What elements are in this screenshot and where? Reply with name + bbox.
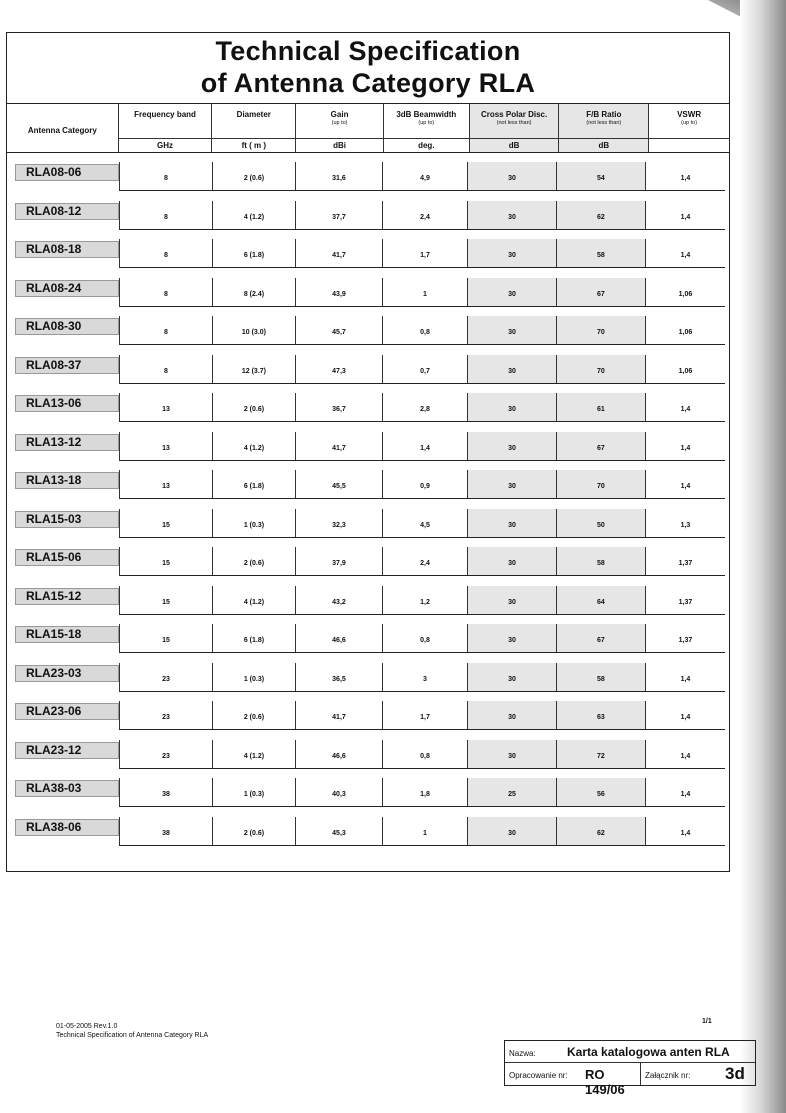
header-cell xyxy=(212,104,296,152)
antenna-model-label: RLA38-06 xyxy=(15,819,119,836)
header-label xyxy=(119,110,212,119)
cell-freq: 23 xyxy=(120,663,213,691)
cell-freq: 23 xyxy=(120,701,213,729)
antenna-model-label: RLA08-24 xyxy=(15,280,119,297)
cell-xpd: 30 xyxy=(468,586,557,614)
page-number: 1/1 xyxy=(702,1018,712,1025)
cell-gain: 41,7 xyxy=(296,701,383,729)
cell-xpd: 30 xyxy=(468,316,557,344)
antenna-model-label: RLA23-12 xyxy=(15,742,119,759)
row-values xyxy=(119,162,725,191)
table-row xyxy=(7,429,729,468)
cell-diam: 12 (3.7) xyxy=(213,355,296,383)
header-unit: GHz xyxy=(119,138,212,152)
cell-bw: 2,4 xyxy=(383,201,468,229)
header-label xyxy=(296,110,383,128)
cell-freq: 15 xyxy=(120,547,213,575)
cell-bw: 1,7 xyxy=(383,239,468,267)
cell-vswr: 1,37 xyxy=(678,560,693,567)
table-row xyxy=(7,775,729,814)
cell-bw: 0,8 xyxy=(383,624,468,652)
header-label xyxy=(649,110,729,128)
row-values xyxy=(119,509,725,538)
row-values xyxy=(119,740,725,769)
stamp-prep-value: RO 149/06 xyxy=(585,1067,625,1097)
header-unit: dB xyxy=(470,138,559,152)
header-cell xyxy=(649,104,729,152)
cell-freq: 38 xyxy=(120,778,213,806)
cell-vswr: 1,4 xyxy=(680,752,691,760)
header-label xyxy=(470,110,559,128)
footer-rev-text: 01-05-2005 Rev.1.0 xyxy=(56,1023,118,1030)
antenna-model-label: RLA23-06 xyxy=(15,703,119,720)
cell-xpd: 30 xyxy=(468,663,557,691)
cell-vswr: 1,37 xyxy=(678,598,693,606)
table-row xyxy=(7,313,729,352)
cell-gain: 41,7 xyxy=(296,432,383,460)
antenna-model-label: RLA08-18 xyxy=(15,241,119,258)
cell-diam: 1 (0.3) xyxy=(213,778,296,806)
cell-gain: 43,2 xyxy=(296,586,383,614)
cell-fb: 58 xyxy=(557,239,646,267)
table-row xyxy=(7,698,729,737)
cell-diam: 2 (0.6) xyxy=(213,547,296,575)
cell-xpd: 25 xyxy=(468,778,557,806)
page-title xyxy=(7,33,729,105)
cell-freq: 8 xyxy=(120,162,213,190)
cell-bw: 1 xyxy=(383,278,468,306)
cell-xpd: 30 xyxy=(468,239,557,267)
cell-vswr: 1,4 xyxy=(680,675,691,683)
table-row xyxy=(7,814,729,853)
cell-fb: 67 xyxy=(557,624,646,652)
row-values xyxy=(119,201,725,230)
cell-xpd: 30 xyxy=(468,740,557,768)
cell-fb: 67 xyxy=(557,432,646,460)
table-header xyxy=(7,103,729,153)
header-sublabel: (up to) xyxy=(331,120,348,126)
cell-vswr: 1,4 xyxy=(680,213,691,221)
cell-diam: 6 (1.8) xyxy=(213,239,296,267)
antenna-model-label: RLA15-06 xyxy=(15,549,119,566)
cell-gain: 37,9 xyxy=(296,547,383,575)
cell-vswr: 1,37 xyxy=(678,637,693,644)
table-row xyxy=(7,737,729,776)
header-unit: deg. xyxy=(384,138,469,152)
cell-fb: 54 xyxy=(557,162,646,190)
stamp-prep-label: Opracowanie nr: xyxy=(509,1071,568,1080)
cell-bw: 2,8 xyxy=(383,393,468,421)
cell-diam: 8 (2.4) xyxy=(213,278,296,306)
cell-vswr: 1,06 xyxy=(678,367,693,375)
row-values xyxy=(119,624,725,653)
cell-freq: 23 xyxy=(120,740,213,768)
header-sublabel: (up to) xyxy=(418,120,435,126)
cell-vswr: 1,4 xyxy=(680,175,691,182)
table-row xyxy=(7,660,729,699)
cell-freq: 13 xyxy=(120,470,213,498)
spec-table-sheet xyxy=(6,32,730,872)
table-row xyxy=(7,236,729,275)
antenna-model-label: RLA23-03 xyxy=(15,665,119,682)
cell-diam: 1 (0.3) xyxy=(213,509,296,537)
cell-xpd: 30 xyxy=(468,547,557,575)
cell-vswr: 1,4 xyxy=(680,406,691,413)
header-sublabel: (not less than) xyxy=(496,120,532,126)
cell-fb: 58 xyxy=(557,547,646,575)
cell-bw: 4,5 xyxy=(383,509,468,537)
table-row xyxy=(7,390,729,429)
header-cell xyxy=(296,104,384,152)
header-label-text: Gain xyxy=(330,110,349,119)
header-label-text: Cross Polar Disc. xyxy=(480,110,548,119)
cell-freq: 8 xyxy=(120,278,213,306)
header-label xyxy=(559,110,648,128)
cell-freq: 8 xyxy=(120,355,213,383)
cell-xpd: 30 xyxy=(468,624,557,652)
stamp-name-label: Nazwa: xyxy=(509,1049,536,1058)
cell-bw: 1,7 xyxy=(383,701,468,729)
cell-fb: 67 xyxy=(557,278,646,306)
cell-gain: 40,3 xyxy=(296,778,383,806)
cell-vswr: 1,06 xyxy=(678,290,693,298)
cell-xpd: 30 xyxy=(468,432,557,460)
cell-freq: 15 xyxy=(120,509,213,537)
stamp-attachment-label: Załącznik nr: xyxy=(645,1071,691,1080)
cell-xpd: 30 xyxy=(468,509,557,537)
table-row xyxy=(7,198,729,237)
table-row xyxy=(7,583,729,622)
cell-fb: 62 xyxy=(557,817,646,845)
antenna-model-label: RLA15-18 xyxy=(15,626,119,643)
row-values xyxy=(119,239,725,268)
header-unit: dBi xyxy=(296,138,383,152)
table-row xyxy=(7,621,729,660)
header-label-text: F/B Ratio xyxy=(586,110,622,119)
table-body xyxy=(7,159,729,852)
row-values xyxy=(119,393,725,422)
cell-fb: 56 xyxy=(557,778,646,806)
cell-bw: 0,8 xyxy=(383,740,468,768)
header-cell xyxy=(384,104,470,152)
cell-vswr: 1,4 xyxy=(680,791,691,798)
cell-gain: 32,3 xyxy=(296,509,383,537)
cell-bw: 1,4 xyxy=(383,432,468,460)
cell-vswr: 1,4 xyxy=(680,829,691,837)
title-line-2: of Antenna Category RLA xyxy=(200,68,536,98)
cell-vswr: 1,4 xyxy=(680,252,691,259)
row-values xyxy=(119,586,725,615)
stamp-attachment-value: 3d xyxy=(725,1064,745,1083)
cell-gain: 31,6 xyxy=(296,162,383,190)
header-label-text: Frequency band xyxy=(134,110,196,119)
header-sublabel: (up to) xyxy=(681,120,698,126)
cell-diam: 2 (0.6) xyxy=(213,817,296,845)
title-line-1: Technical Specification xyxy=(215,36,521,66)
antenna-model-label: RLA15-12 xyxy=(15,588,119,605)
antenna-model-label: RLA08-37 xyxy=(15,357,119,374)
header-cell xyxy=(559,104,649,152)
cell-freq: 8 xyxy=(120,201,213,229)
cell-diam: 6 (1.8) xyxy=(213,470,296,498)
cell-gain: 45,3 xyxy=(296,817,383,845)
header-cell xyxy=(119,104,213,152)
cell-bw: 1,8 xyxy=(383,778,468,806)
cell-gain: 46,6 xyxy=(296,740,383,768)
cell-fb: 61 xyxy=(557,393,646,421)
header-unit xyxy=(649,138,729,152)
header-label-text: VSWR xyxy=(677,110,702,119)
header-cell xyxy=(470,104,560,152)
cell-xpd: 30 xyxy=(468,393,557,421)
cell-gain: 43,9 xyxy=(296,278,383,306)
cell-diam: 2 (0.6) xyxy=(213,701,296,729)
table-row xyxy=(7,275,729,314)
antenna-model-label: RLA13-06 xyxy=(15,395,119,412)
row-values xyxy=(119,278,725,307)
cell-gain: 41,7 xyxy=(296,239,383,267)
cell-fb: 58 xyxy=(557,663,646,691)
cell-xpd: 30 xyxy=(468,701,557,729)
cell-gain: 47,3 xyxy=(296,355,383,383)
row-values xyxy=(119,778,725,807)
row-values xyxy=(119,547,725,576)
header-cell xyxy=(7,104,119,152)
cell-freq: 15 xyxy=(120,624,213,652)
cell-bw: 2,4 xyxy=(383,547,468,575)
cell-vswr: 1,3 xyxy=(680,521,691,529)
row-values xyxy=(119,817,725,846)
cell-bw: 0,9 xyxy=(383,470,468,498)
antenna-model-label: RLA15-03 xyxy=(15,511,119,528)
cell-gain: 37,7 xyxy=(296,201,383,229)
cell-xpd: 30 xyxy=(468,278,557,306)
row-values xyxy=(119,663,725,692)
antenna-model-label: RLA13-12 xyxy=(15,434,119,451)
table-row xyxy=(7,352,729,391)
cell-diam: 4 (1.2) xyxy=(213,740,296,768)
antenna-model-label: RLA38-03 xyxy=(15,780,119,797)
table-row xyxy=(7,544,729,583)
antenna-model-label: RLA08-12 xyxy=(15,203,119,220)
header-label-text: Diameter xyxy=(236,110,271,119)
cell-xpd: 30 xyxy=(468,355,557,383)
cell-fb: 72 xyxy=(557,740,646,768)
cell-bw: 0,7 xyxy=(383,355,468,383)
cell-vswr: 1,4 xyxy=(680,444,691,452)
cell-fb: 70 xyxy=(557,316,646,344)
cell-bw: 4,9 xyxy=(383,162,468,190)
cell-xpd: 30 xyxy=(468,817,557,845)
header-label-text: 3dB Beamwidth xyxy=(396,110,457,119)
cell-freq: 13 xyxy=(120,393,213,421)
cell-freq: 8 xyxy=(120,316,213,344)
cell-diam: 6 (1.8) xyxy=(213,624,296,652)
title-block-stamp xyxy=(504,1040,756,1097)
cell-freq: 38 xyxy=(120,817,213,845)
cell-fb: 50 xyxy=(557,509,646,537)
cell-gain: 45,5 xyxy=(296,470,383,498)
cell-bw: 1,2 xyxy=(383,586,468,614)
cell-freq: 15 xyxy=(120,586,213,614)
header-label xyxy=(7,126,118,135)
cell-fb: 63 xyxy=(557,701,646,729)
header-label xyxy=(384,110,469,128)
row-values xyxy=(119,316,725,345)
row-values xyxy=(119,432,725,461)
cell-diam: 2 (0.6) xyxy=(213,393,296,421)
footer-doc-text: Technical Specification of Antenna Category RLA xyxy=(56,1032,209,1039)
table-row xyxy=(7,159,729,198)
antenna-model-label: RLA08-06 xyxy=(15,164,119,181)
cell-diam: 4 (1.2) xyxy=(213,586,296,614)
cell-gain: 36,5 xyxy=(296,663,383,691)
header-unit: dB xyxy=(559,138,648,152)
antenna-model-label: RLA08-30 xyxy=(15,318,119,335)
row-values xyxy=(119,355,725,384)
table-row xyxy=(7,467,729,506)
cell-gain: 46,6 xyxy=(296,624,383,652)
table-row xyxy=(7,506,729,545)
cell-vswr: 1,06 xyxy=(678,329,693,336)
header-unit: ft ( m ) xyxy=(212,138,295,152)
cell-bw: 3 xyxy=(383,663,468,691)
cell-fb: 64 xyxy=(557,586,646,614)
cell-diam: 4 (1.2) xyxy=(213,432,296,460)
page-edge-shadow xyxy=(740,0,786,1113)
header-sublabel: (not less than) xyxy=(586,120,622,126)
cell-xpd: 30 xyxy=(468,162,557,190)
stamp-name-value: Karta katalogowa anten RLA xyxy=(567,1045,730,1059)
cell-xpd: 30 xyxy=(468,201,557,229)
cell-diam: 10 (3.0) xyxy=(213,316,296,344)
cell-fb: 70 xyxy=(557,355,646,383)
cell-fb: 62 xyxy=(557,201,646,229)
antenna-model-label: RLA13-18 xyxy=(15,472,119,489)
row-values xyxy=(119,701,725,730)
cell-vswr: 1,4 xyxy=(680,483,691,490)
cell-bw: 1 xyxy=(383,817,468,845)
row-values xyxy=(119,470,725,499)
cell-diam: 1 (0.3) xyxy=(213,663,296,691)
cell-xpd: 30 xyxy=(468,470,557,498)
footer-revision xyxy=(56,1022,208,1040)
cell-freq: 13 xyxy=(120,432,213,460)
cell-freq: 8 xyxy=(120,239,213,267)
cell-gain: 36,7 xyxy=(296,393,383,421)
header-label-text: Antenna Category xyxy=(27,126,97,135)
cell-vswr: 1,4 xyxy=(680,714,691,721)
header-label xyxy=(212,110,295,119)
cell-diam: 4 (1.2) xyxy=(213,201,296,229)
cell-diam: 2 (0.6) xyxy=(213,162,296,190)
cell-fb: 70 xyxy=(557,470,646,498)
cell-bw: 0,8 xyxy=(383,316,468,344)
cell-gain: 45,7 xyxy=(296,316,383,344)
